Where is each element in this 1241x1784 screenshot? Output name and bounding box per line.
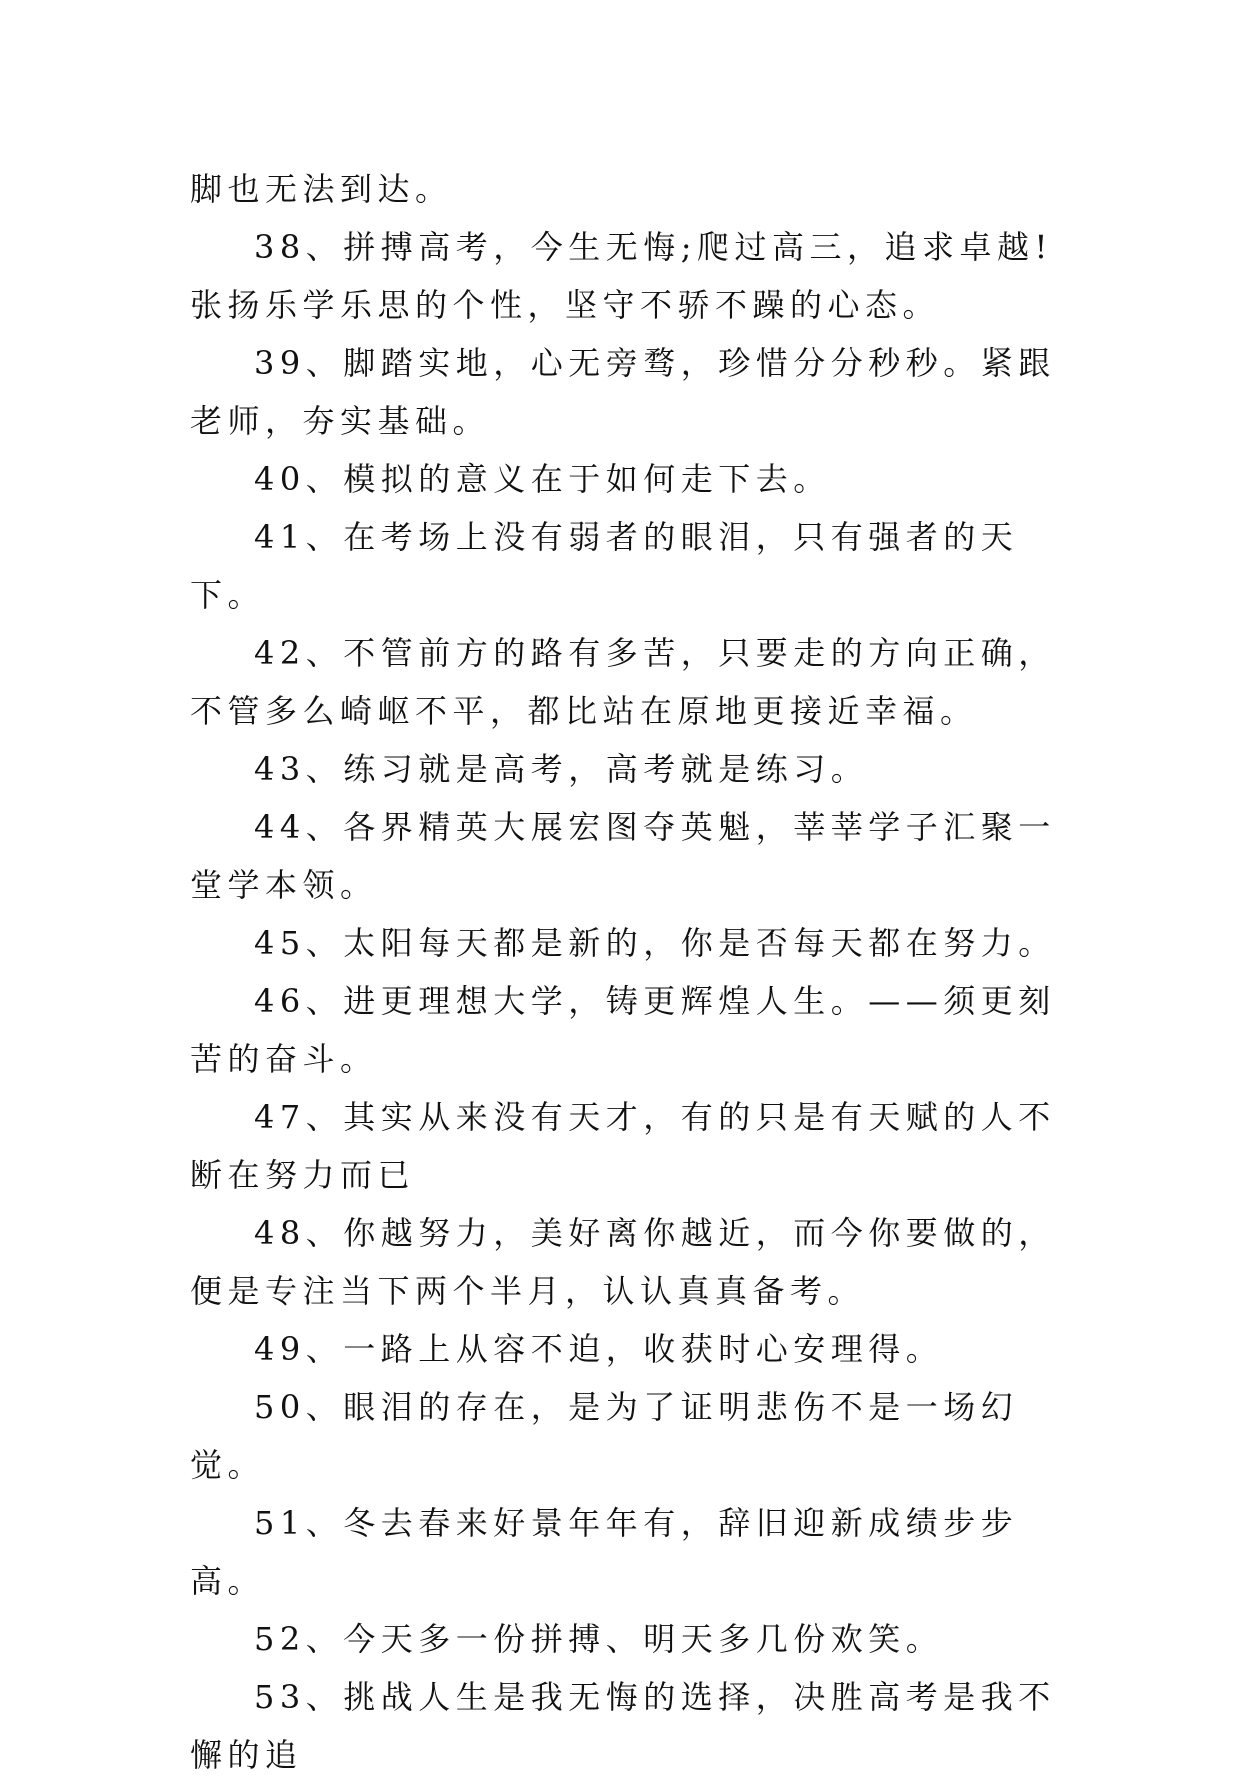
paragraph-44: 44、各界精英大展宏图夺英魁，莘莘学子汇聚一堂学本领。 [190, 808, 1056, 904]
paragraph-51: 51、冬去春来好景年年有，辞旧迎新成绩步步高。 [190, 1504, 1019, 1600]
paragraph-40: 40、模拟的意义在于如何走下去。 [254, 460, 831, 498]
paragraph-42: 42、不管前方的路有多苦，只要走的方向正确，不管多么崎岖不平，都比站在原地更接近幸福。 [190, 634, 1056, 730]
paragraph-49: 49、一路上从容不迫，收获时心安理得。 [254, 1330, 944, 1368]
paragraph-41: 41、在考场上没有弱者的眼泪，只有强者的天下。 [190, 518, 1019, 614]
paragraph-38: 38、拼搏高考，今生无悔;爬过高三，追求卓越!张扬乐学乐思的个性，坚守不骄不躁的心态。 [190, 228, 1053, 324]
paragraph-47: 47、其实从来没有天才，有的只是有天赋的人不断在努力而已 [190, 1098, 1056, 1194]
document-body [190, 160, 1070, 1784]
paragraph-52: 52、今天多一份拼搏、明天多几份欢笑。 [254, 1620, 944, 1658]
paragraph-48: 48、你越努力，美好离你越近，而今你要做的，便是专注当下两个半月，认认真真备考。 [190, 1214, 1056, 1310]
paragraph-39: 39、脚踏实地，心无旁骛，珍惜分分秒秒。紧跟老师，夯实基础。 [190, 344, 1056, 440]
paragraph-45: 45、太阳每天都是新的，你是否每天都在努力。 [254, 924, 1056, 962]
paragraph-46: 46、进更理想大学，铸更辉煌人生。——须更刻苦的奋斗。 [190, 982, 1056, 1078]
paragraph-53: 53、挑战人生是我无悔的选择，决胜高考是我不懈的追 [190, 1678, 1056, 1774]
paragraph-50: 50、眼泪的存在，是为了证明悲伤不是一场幻觉。 [190, 1388, 1019, 1484]
paragraph-43: 43、练习就是高考，高考就是练习。 [254, 750, 869, 788]
paragraph-continuation: 脚也无法到达。 [190, 170, 453, 208]
